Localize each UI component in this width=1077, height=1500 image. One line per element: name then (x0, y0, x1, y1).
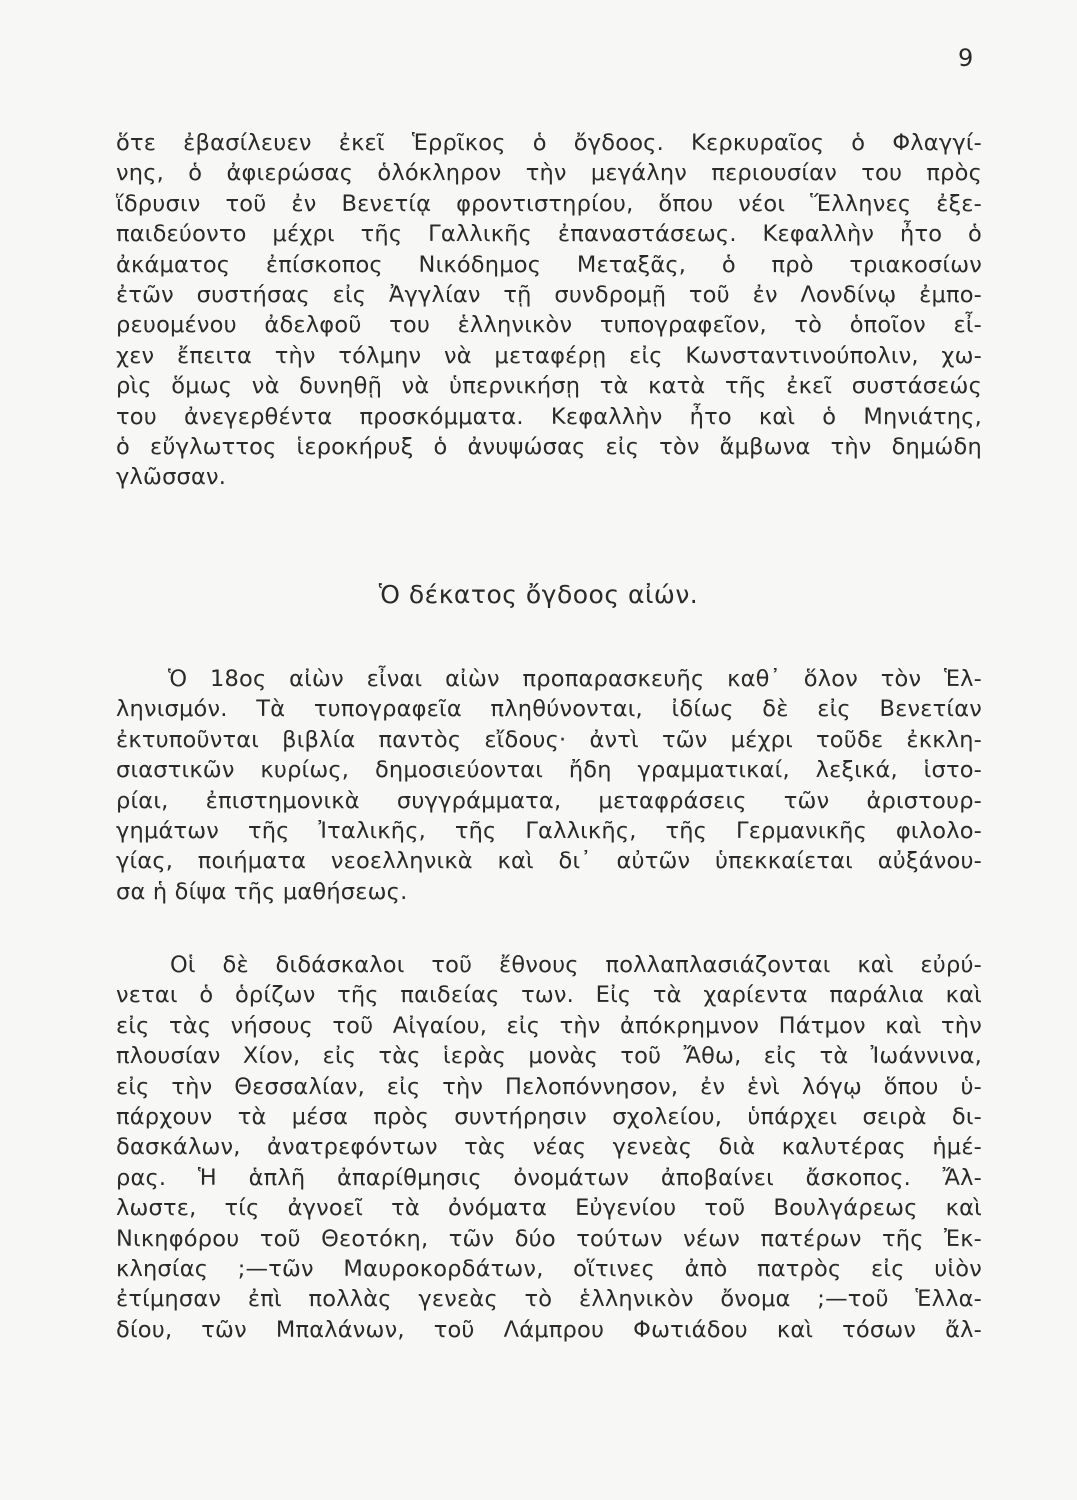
paragraph-3 (116, 950, 982, 1345)
text-line: γίας, ποιήματα νεοελληνικὰ καὶ δι᾽ αὐτῶν ὑπεκκαίεται αὐξάνου- (116, 848, 982, 875)
text-line: ἐκτυποῦνται βιβλία παντὸς εἴδους· ἀντὶ τῶν μέχρι τοῦδε ἐκκλη- (116, 726, 982, 753)
text-line: Νικηφόρου τοῦ Θεοτόκη, τῶν δύο τούτων νέων πατέρων τῆς Ἐκ- (116, 1225, 982, 1252)
text-line: ἐτῶν συστήσας εἰς Ἀγγλίαν τῇ συνδρομῇ τοῦ ἐν Λονδίνῳ ἐμπο- (116, 282, 982, 309)
text-line: ἐτίμησαν ἐπὶ πολλὰς γενεὰς τὸ ἑλληνικὸν ὄνομα ;—τοῦ Ἑλλα- (116, 1286, 982, 1313)
text-line: κλησίας ;—τῶν Μαυροκορδάτων, οἵτινες ἀπὸ πατρὸς εἰς υἱὸν (116, 1256, 982, 1283)
text-line: ὅτε ἐβασίλευεν ἐκεῖ Ἑρρῖκος ὁ ὄγδοος. Κερκυραῖος ὁ Φλαγγί- (116, 130, 982, 156)
page-number: 9 (958, 44, 974, 72)
text-line: πλουσίαν Χίον, εἰς τὰς ἱερὰς μονὰς τοῦ Ἄθω, εἰς τὰ Ἰωάννινα, (116, 1043, 982, 1070)
text-line: ρίαι, ἐπιστημονικὰ συγγράμματα, μεταφράσεις τῶν ἀριστουρ- (116, 787, 982, 814)
text-line: γλῶσσαν. (116, 464, 227, 491)
text-line: ὁ εὔγλωττος ἱεροκήρυξ ὁ ἀνυψώσας εἰς τὸν ἄμβωνα τὴν δημώδη (116, 434, 982, 461)
text-line: χεν ἔπειτα τὴν τόλμην νὰ μεταφέρῃ εἰς Κωνσταντινούπολιν, χω- (116, 342, 982, 369)
text-line: ἀκάματος ἐπίσκοπος Νικόδημος Μεταξᾶς, ὁ πρὸ τριακοσίων (116, 251, 982, 278)
text-line: ρὶς ὅμως νὰ δυνηθῇ νὰ ὑπερνικήσῃ τὰ κατὰ τῆς ἐκεῖ συστάσεώς (116, 373, 982, 400)
text-line: λωστε, τίς ἀγνοεῖ τὰ ὀνόματα Εὐγενίου τοῦ Βουλγάρεως καὶ (116, 1195, 982, 1222)
text-line: ληνισμόν. Τὰ τυπογραφεῖα πληθύνονται, ἰδίως δὲ εἰς Βενετίαν (116, 696, 982, 723)
text-line: εἰς τὴν Θεσσαλίαν, εἰς τὴν Πελοπόννησον, ἐν ἑνὶ λόγῳ ὅπου ὑ- (116, 1073, 982, 1100)
text-line: πάρχουν τὰ μέσα πρὸς συντήρησιν σχολείου, ὑπάρχει σειρὰ δι- (116, 1104, 982, 1131)
text-line: ρας. Ἡ ἁπλῆ ἀπαρίθμησις ὀνομάτων ἀποβαίνει ἄσκοπος. Ἄλ- (116, 1164, 982, 1191)
text-line: νης, ὁ ἀφιερώσας ὁλόκληρον τὴν μεγάλην περιουσίαν του πρὸς (116, 160, 982, 187)
paragraph-1 (116, 128, 982, 493)
text-line: ἵδρυσιν τοῦ ἐν Βενετίᾳ φροντιστηρίου, ὅπου νέοι Ἕλληνες ἐξε- (116, 190, 982, 217)
text-line: Οἱ δὲ διδάσκαλοι τοῦ ἔθνους πολλαπλασιάζονται καὶ εὐρύ- (170, 952, 982, 978)
text-line: δασκάλων, ἀνατρεφόντων τὰς νέας γενεὰς διὰ καλυτέρας ἡμέ- (116, 1134, 982, 1161)
text-line: σα ἡ δίψα τῆς μαθήσεως. (116, 878, 408, 905)
text-line: παιδεύοντο μέχρι τῆς Γαλλικῆς ἐπαναστάσεως. Κεφαλλὴν ἦτο ὁ (116, 221, 982, 248)
paragraph-2 (116, 664, 982, 907)
text-line: γημάτων τῆς Ἰταλικῆς, τῆς Γαλλικῆς, τῆς Γερμανικῆς φιλολο- (116, 818, 982, 845)
text-line: Ὁ 18ος αἰὼν εἶναι αἰὼν προπαρασκευῆς καθ᾽ ὅλον τὸν Ἑλ- (168, 666, 982, 692)
text-line: σιαστικῶν κυρίως, δημοσιεύονται ἤδη γραμματικαί, λεξικά, ἱστο- (116, 757, 982, 784)
text-line: ρευομένου ἀδελφοῦ του ἑλληνικὸν τυπογραφεῖον, τὸ ὁποῖον εἶ- (116, 312, 982, 339)
section-heading: Ὁ δέκατος ὄγδοος αἰών. (378, 580, 699, 609)
text-line: του ἀνεγερθέντα προσκόμματα. Κεφαλλὴν ἦτο καὶ ὁ Μηνιάτης, (116, 403, 982, 430)
text-line: εἰς τὰς νήσους τοῦ Αἰγαίου, εἰς τὴν ἀπόκρημνον Πάτμον καὶ τὴν (116, 1012, 982, 1039)
text-line: νεται ὁ ὁρίζων τῆς παιδείας των. Εἰς τὰ χαρίεντα παράλια καὶ (116, 982, 982, 1009)
text-line: δίου, τῶν Μπαλάνων, τοῦ Λάμπρου Φωτιάδου καὶ τόσων ἄλ- (116, 1316, 982, 1343)
